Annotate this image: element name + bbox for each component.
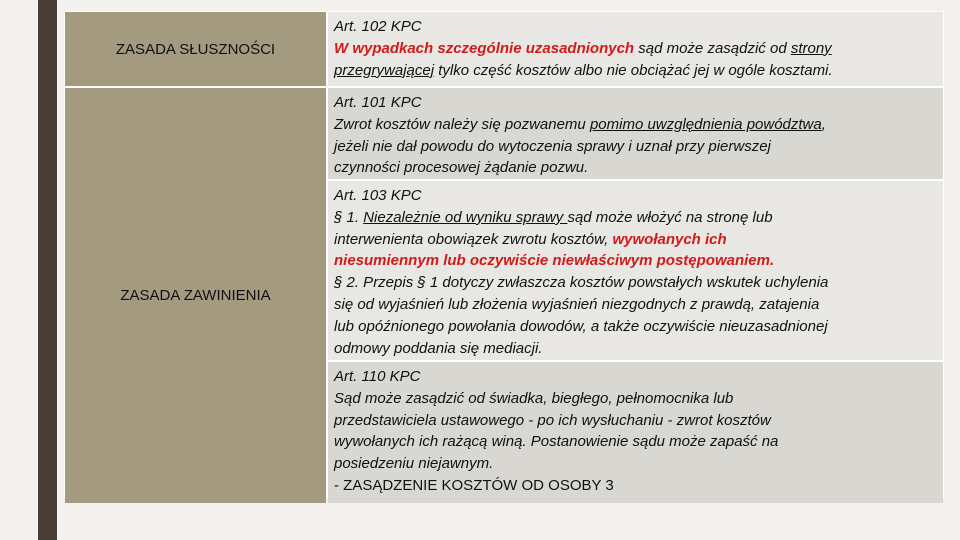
article-103-line-6: lub opóźnionego powołania dowodów, a także oczywiście nieuzasadnionej (334, 317, 828, 335)
article-101-line-1 (334, 114, 937, 136)
article-103-line-2 (334, 229, 937, 251)
article-103-heading: Art. 103 KPC (334, 187, 422, 204)
article-101-line-3: czynności procesowej żądanie pozwu. (334, 159, 589, 177)
article-102-underlined-1: strony (790, 39, 832, 57)
article-110-cell (328, 362, 943, 503)
principle-fairness-cell (65, 12, 326, 86)
article-110-line-2: przedstawiciela ustawowego - po ich wysłuchaniu - zwrot kosztów (334, 411, 771, 429)
principle-fairness-label: ZASADA SŁUSZNOŚCI (115, 40, 276, 58)
article-101-text-1a: Zwrot kosztów należy się pozwanemu (334, 115, 590, 133)
article-110-line-5: - ZASĄDZENIE KOSZTÓW OD OSOBY 3 (334, 476, 614, 494)
article-102-heading: Art. 102 KPC (334, 18, 422, 35)
article-101-cell (328, 88, 943, 179)
principle-fault-cell (65, 88, 326, 503)
principle-fault-label: ZASADA ZAWINIENIA (120, 287, 271, 304)
article-110-line-4: posiedzeniu niejawnym. (334, 455, 494, 473)
article-101-text-1b: , (821, 115, 826, 133)
article-101-line-2: jeżeli nie dał powodu do wytoczenia sprawy i uznał przy pierwszej (334, 137, 771, 155)
article-102-underlined-2: przegrywającej (334, 61, 435, 79)
article-101-heading: Art. 101 KPC (334, 94, 422, 111)
article-103-line-4: § 2. Przepis § 1 dotyczy zwłaszcza kosztów powstałych wskutek uchylenia (334, 274, 829, 292)
article-103-underlined: Niezależnie od wyniku sprawy (363, 208, 568, 226)
article-102-highlight: W wypadkach szczególnie uzasadnionych (334, 39, 635, 57)
left-accent-bar (38, 0, 57, 540)
article-103-line-5: się od wyjaśnień lub złożenia wyjaśnień niezgodnych z prawdą, zatajenia (334, 295, 820, 313)
article-101-underlined: pomimo uwzględnienia powództwa (589, 115, 822, 133)
article-110-heading: Art. 110 KPC (334, 368, 421, 385)
article-103-highlight-2: niesumiennym lub oczywiście niewłaściwym postępowaniem. (334, 252, 775, 270)
article-102-cell (328, 12, 943, 86)
article-103-text-1b: sąd może włożyć na stronę lub (567, 208, 773, 226)
article-102-text-1: sąd może zasądzić od (634, 39, 791, 57)
article-103-text-1a: § 1. (334, 208, 364, 226)
article-103-line-7: odmowy poddania się mediacji. (334, 339, 543, 357)
article-102-text-2: tylko część kosztów albo nie obciążać jej w ogóle kosztami. (434, 61, 833, 79)
article-110-line-3: wywołanych ich rażącą winą. Postanowienie sądu może zapaść na (334, 433, 779, 451)
article-102-line-1 (334, 38, 937, 60)
article-103-line-1 (334, 207, 937, 229)
article-110-line-1: Sąd może zasądzić od świadka, biegłego, pełnomocnika lub (334, 389, 734, 407)
article-103-cell (328, 181, 943, 360)
article-103-highlight-1: wywołanych ich (612, 230, 727, 248)
article-103-text-2: interwenienta obowiązek zwrotu kosztów, (334, 230, 613, 248)
principles-table (64, 11, 944, 498)
article-102-line-2 (334, 60, 937, 82)
